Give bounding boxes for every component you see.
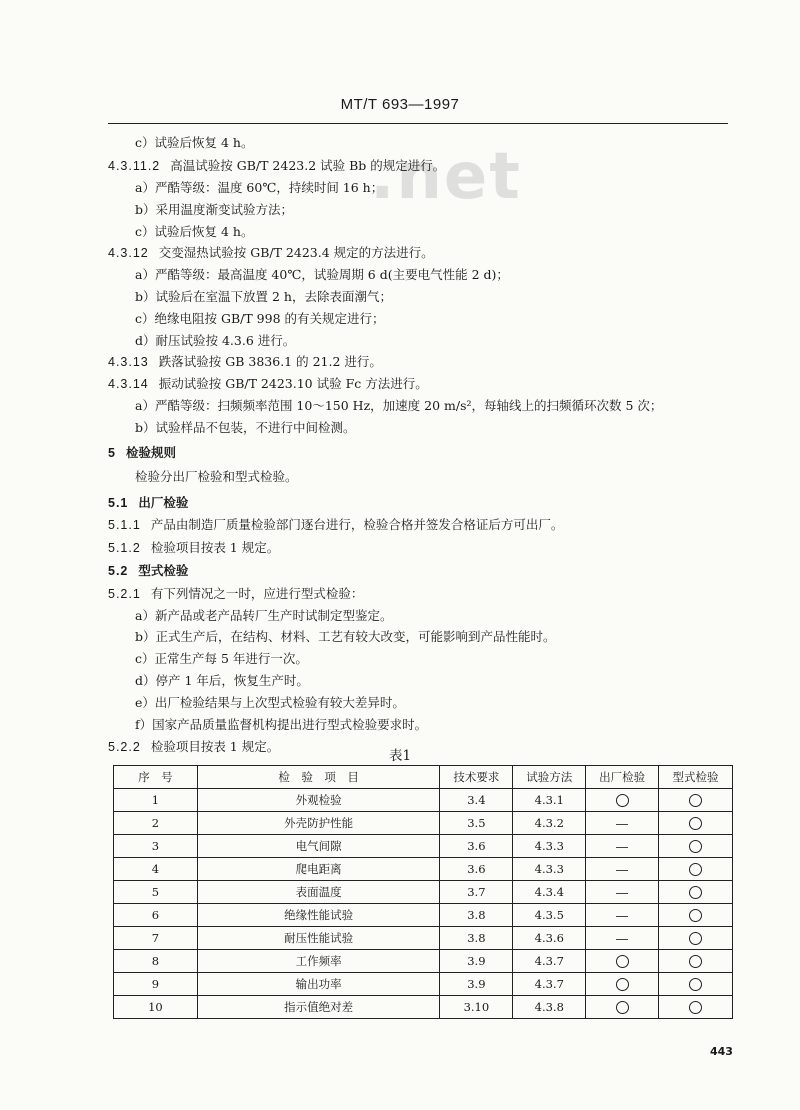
table-cell-method: 4.3.2 <box>513 812 586 835</box>
body-line <box>108 516 563 534</box>
clause-text: 检验规则 <box>125 445 176 460</box>
clause-text: a）严酷等级：最高温度 40℃，试验周期 6 d(主要电气性能 2 d)； <box>135 267 509 282</box>
body-line <box>135 672 309 690</box>
clause-text: 出厂检验 <box>138 495 189 510</box>
document-header: MT/T 693—1997 <box>340 96 460 113</box>
table-row <box>114 927 733 950</box>
dash-mark-icon <box>616 939 628 940</box>
body-line <box>135 266 509 284</box>
body-line <box>108 244 434 262</box>
clause-text: b）试验后在室温下放置 2 h，去除表面潮气； <box>135 289 392 304</box>
table-cell-method: 4.3.4 <box>513 881 586 904</box>
clause-text: d）耐压试验按 4.3.6 进行。 <box>135 333 296 348</box>
clause-number: 5.2.1 <box>108 587 141 601</box>
table-cell-req: 3.4 <box>440 789 513 812</box>
table-row <box>114 789 733 812</box>
table-cell-no: 7 <box>114 927 198 950</box>
inspection-table <box>113 765 733 1019</box>
body-line <box>135 179 383 197</box>
page-number: 443 <box>710 1045 733 1058</box>
body-line <box>135 134 253 152</box>
circle-mark-icon <box>689 932 702 945</box>
body-line <box>108 539 279 557</box>
table-row <box>114 835 733 858</box>
table-cell-type <box>659 996 733 1019</box>
circle-mark-icon <box>689 840 702 853</box>
table-cell-no: 1 <box>114 789 198 812</box>
clause-text: b）采用温度渐变试验方法； <box>135 202 294 217</box>
body-line <box>135 650 308 668</box>
body-line <box>135 288 392 306</box>
body-line <box>135 310 385 328</box>
table-cell-req: 3.5 <box>440 812 513 835</box>
table-cell-req: 3.8 <box>440 904 513 927</box>
circle-mark-icon <box>689 1001 702 1014</box>
body-line <box>108 562 188 580</box>
table-cell-type <box>659 881 733 904</box>
clause-text: 检验分出厂检验和型式检验。 <box>135 469 298 484</box>
table-cell-factory <box>586 950 659 973</box>
table-cell-method: 4.3.7 <box>513 950 586 973</box>
table-cell-req: 3.9 <box>440 950 513 973</box>
clause-text: b）正式生产后，在结构、材料、工艺有较大改变，可能影响到产品性能时。 <box>135 629 556 644</box>
clause-text: 有下列情况之一时，应进行型式检验： <box>150 586 364 601</box>
table-cell-req: 3.6 <box>440 835 513 858</box>
table-cell-factory <box>586 996 659 1019</box>
table-cell-no: 6 <box>114 904 198 927</box>
clause-text: 交变湿热试验按 GB/T 2423.4 规定的方法进行。 <box>158 245 434 260</box>
table-cell-factory <box>586 789 659 812</box>
clause-number: 4.3.14 <box>108 377 149 391</box>
table-cell-factory <box>586 812 659 835</box>
table-cell-item: 外壳防护性能 <box>197 812 440 835</box>
table-cell-no: 5 <box>114 881 198 904</box>
table-cell-item: 工作频率 <box>197 950 440 973</box>
clause-text: 检验项目按表 1 规定。 <box>150 540 280 555</box>
circle-mark-icon <box>689 909 702 922</box>
clause-text: a）新产品或老产品转厂生产时试制定型鉴定。 <box>135 608 393 623</box>
table-cell-factory <box>586 881 659 904</box>
clause-text: 检验项目按表 1 规定。 <box>150 739 280 754</box>
clause-number: 5.2 <box>108 564 129 578</box>
table-cell-type <box>659 904 733 927</box>
circle-mark-icon <box>616 794 629 807</box>
body-line <box>135 397 662 415</box>
clause-text: b）试验样品不包装，不进行中间检测。 <box>135 420 356 435</box>
clause-text: a）严酷等级：扫频频率范围 10～150 Hz，加速度 20 m/s²，每轴线上的扫频循环次数 5 次； <box>135 398 663 413</box>
table-row <box>114 950 733 973</box>
table-cell-item: 表面温度 <box>197 881 440 904</box>
table-cell-req: 3.9 <box>440 973 513 996</box>
table-cell-type <box>659 973 733 996</box>
table-cell-factory <box>586 927 659 950</box>
table-cell-type <box>659 789 733 812</box>
table-cell-no: 2 <box>114 812 198 835</box>
table-header-row <box>114 766 733 789</box>
table-cell-method: 4.3.3 <box>513 835 586 858</box>
clause-number: 5.1 <box>108 496 129 510</box>
circle-mark-icon <box>616 955 629 968</box>
table-row <box>114 881 733 904</box>
table-cell-req: 3.8 <box>440 927 513 950</box>
table-row <box>114 858 733 881</box>
circle-mark-icon <box>689 817 702 830</box>
table-row <box>114 904 733 927</box>
table-cell-type <box>659 950 733 973</box>
table-cell-no: 9 <box>114 973 198 996</box>
body-line <box>135 468 298 486</box>
clause-number: 4.3.13 <box>108 355 149 369</box>
table-cell-no: 3 <box>114 835 198 858</box>
table-cell-no: 4 <box>114 858 198 881</box>
body-line <box>135 332 295 350</box>
circle-mark-icon <box>689 955 702 968</box>
clause-text: c）试验后恢复 4 h。 <box>135 135 254 150</box>
dash-mark-icon <box>616 916 628 917</box>
table-cell-method: 4.3.3 <box>513 858 586 881</box>
table-row <box>114 996 733 1019</box>
table-header-cell: 出厂检验 <box>586 766 659 789</box>
circle-mark-icon <box>689 886 702 899</box>
clause-text: a）严酷等级：温度 60℃，持续时间 16 h； <box>135 180 384 195</box>
circle-mark-icon <box>689 794 702 807</box>
body-line <box>135 419 356 437</box>
body-line <box>108 494 188 512</box>
dash-mark-icon <box>616 893 628 894</box>
table-cell-no: 8 <box>114 950 198 973</box>
clause-number: 5.1.2 <box>108 541 141 555</box>
clause-text: 振动试验按 GB/T 2423.10 试验 Fc 方法进行。 <box>158 376 428 391</box>
clause-text: c）试验后恢复 4 h。 <box>135 224 254 239</box>
body-line <box>135 201 293 219</box>
table-cell-item: 绝缘性能试验 <box>197 904 440 927</box>
body-line <box>108 444 176 462</box>
clause-number: 5.1.1 <box>108 518 141 532</box>
body-line <box>135 607 392 625</box>
body-line <box>135 628 556 646</box>
clause-number: 4.3.11.2 <box>108 159 161 173</box>
body-line <box>108 157 445 175</box>
table-cell-item: 外观检验 <box>197 789 440 812</box>
table-cell-method: 4.3.1 <box>513 789 586 812</box>
table-cell-item: 耐压性能试验 <box>197 927 440 950</box>
clause-number: 5 <box>108 446 116 460</box>
table-cell-type <box>659 927 733 950</box>
table-cell-method: 4.3.5 <box>513 904 586 927</box>
table-cell-method: 4.3.7 <box>513 973 586 996</box>
clause-text: 型式检验 <box>138 563 189 578</box>
clause-text: 产品由制造厂质量检验部门逐台进行，检验合格并签发合格证后方可出厂。 <box>150 517 564 532</box>
table-cell-method: 4.3.6 <box>513 927 586 950</box>
table-header-cell: 试验方法 <box>513 766 586 789</box>
circle-mark-icon <box>689 978 702 991</box>
table-cell-req: 3.10 <box>440 996 513 1019</box>
clause-text: f）国家产品质量监督机构提出进行型式检验要求时。 <box>135 717 428 732</box>
body-line <box>135 694 405 712</box>
body-line <box>108 375 428 393</box>
body-line <box>135 716 427 734</box>
table-cell-no: 10 <box>114 996 198 1019</box>
clause-text: c）正常生产每 5 年进行一次。 <box>135 651 308 666</box>
table-caption: 表1 <box>388 748 412 764</box>
circle-mark-icon <box>616 1001 629 1014</box>
clause-text: c）绝缘电阻按 GB/T 998 的有关规定进行； <box>135 311 385 326</box>
body-line <box>108 353 382 371</box>
clause-text: 跌落试验按 GB 3836.1 的 21.2 进行。 <box>158 354 382 369</box>
clause-text: d）停产 1 年后，恢复生产时。 <box>135 673 309 688</box>
header-rule <box>108 123 728 124</box>
table-cell-item: 指示值绝对差 <box>197 996 440 1019</box>
table-header-cell: 技术要求 <box>440 766 513 789</box>
table-cell-item: 输出功率 <box>197 973 440 996</box>
circle-mark-icon <box>616 978 629 991</box>
table-header-cell: 序 号 <box>114 766 198 789</box>
table-cell-item: 爬电距离 <box>197 858 440 881</box>
body-line <box>108 585 363 603</box>
table-cell-type <box>659 812 733 835</box>
table-row <box>114 973 733 996</box>
table-cell-item: 电气间隙 <box>197 835 440 858</box>
table-cell-type <box>659 858 733 881</box>
table-cell-method: 4.3.8 <box>513 996 586 1019</box>
dash-mark-icon <box>616 870 628 871</box>
circle-mark-icon <box>689 863 702 876</box>
watermark: .net <box>370 140 522 214</box>
clause-number: 5.2.2 <box>108 740 141 754</box>
table-header-cell: 检 验 项 目 <box>197 766 440 789</box>
table-cell-req: 3.7 <box>440 881 513 904</box>
table-row <box>114 812 733 835</box>
table-header-cell: 型式检验 <box>659 766 733 789</box>
body-line <box>135 223 253 241</box>
table-cell-req: 3.6 <box>440 858 513 881</box>
table-cell-factory <box>586 835 659 858</box>
clause-number: 4.3.12 <box>108 246 149 260</box>
table-cell-factory <box>586 973 659 996</box>
table-body <box>114 789 733 1019</box>
table-cell-factory <box>586 904 659 927</box>
table-cell-type <box>659 835 733 858</box>
clause-text: e）出厂检验结果与上次型式检验有较大差异时。 <box>135 695 405 710</box>
dash-mark-icon <box>616 847 628 848</box>
dash-mark-icon <box>616 824 628 825</box>
clause-text: 高温试验按 GB/T 2423.2 试验 Bb 的规定进行。 <box>170 158 446 173</box>
table-cell-factory <box>586 858 659 881</box>
